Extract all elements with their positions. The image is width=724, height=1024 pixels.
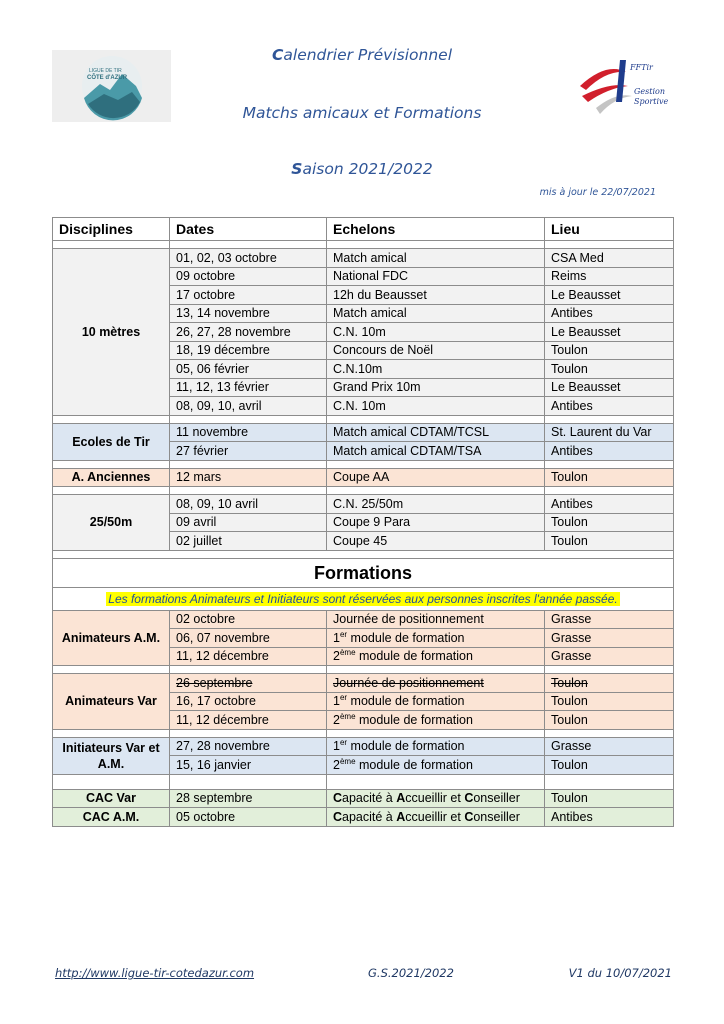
- formations-title: Formations: [53, 558, 674, 587]
- table-row: [53, 468, 674, 487]
- svg-text:LIGUE DE TIR: LIGUE DE TIR: [89, 68, 122, 74]
- table-row: [53, 674, 674, 693]
- echelon-cell: C.N. 10m: [327, 323, 545, 342]
- header-dates: Dates: [170, 218, 327, 241]
- date-cell: 15, 16 janvier: [170, 756, 327, 775]
- lieu-cell: Grasse: [545, 610, 674, 629]
- header-lieu: Lieu: [545, 218, 674, 241]
- date-cell: 26, 27, 28 novembre: [170, 323, 327, 342]
- updated-date: mis à jour le 22/07/2021: [539, 187, 656, 198]
- echelon-cell: 1er module de formation: [327, 737, 545, 756]
- lieu-cell: Toulon: [545, 513, 674, 532]
- echelon-cell: Journée de positionnement: [327, 610, 545, 629]
- date-cell: 12 mars: [170, 468, 327, 487]
- echelon-cell: Coupe AA: [327, 468, 545, 487]
- date-cell: 08, 09, 10 avril: [170, 495, 327, 514]
- table-row: [53, 249, 674, 268]
- echelon-cell: C.N. 25/50m: [327, 495, 545, 514]
- echelon-cell: C.N. 10m: [327, 397, 545, 416]
- svg-text:Sportive: Sportive: [634, 97, 669, 106]
- lieu-cell: Toulon: [545, 789, 674, 808]
- lieu-cell: St. Laurent du Var: [545, 423, 674, 442]
- date-cell: 11, 12 décembre: [170, 647, 327, 666]
- date-cell: 11, 12 décembre: [170, 711, 327, 730]
- discipline-anciennes: A. Anciennes: [53, 468, 170, 487]
- date-cell: 02 octobre: [170, 610, 327, 629]
- echelon-cell: Match amical CDTAM/TCSL: [327, 423, 545, 442]
- season-title: Saison 2021/2022: [291, 160, 433, 178]
- lieu-cell: Toulon: [545, 532, 674, 551]
- formations-note: Les formations Animateurs et Initiateurs sont réservées aux personnes inscrites l'année passée.: [108, 591, 618, 606]
- echelon-cell: Coupe 45: [327, 532, 545, 551]
- lieu-cell: Toulon: [545, 674, 674, 693]
- svg-text:FFTir: FFTir: [630, 63, 653, 72]
- date-cell: 05, 06 février: [170, 360, 327, 379]
- lieu-cell: CSA Med: [545, 249, 674, 268]
- echelon-cell: 1er module de formation: [327, 629, 545, 648]
- lieu-cell: Antibes: [545, 442, 674, 461]
- date-cell: 17 octobre: [170, 286, 327, 305]
- echelon-cell: Capacité à Accueillir et Conseiller: [327, 789, 545, 808]
- discipline-25-50m: 25/50m: [53, 495, 170, 551]
- footer-url-link[interactable]: http://www.ligue-tir-cotedazur.com: [55, 966, 255, 980]
- echelon-cell: Concours de Noël: [327, 341, 545, 360]
- lieu-cell: Antibes: [545, 808, 674, 827]
- lieu-cell: Antibes: [545, 304, 674, 323]
- date-cell: 02 juillet: [170, 532, 327, 551]
- table-row: [53, 495, 674, 514]
- lieu-cell: Le Beausset: [545, 286, 674, 305]
- footer-version: V1 du 10/07/2021: [568, 966, 672, 980]
- discipline-10m: 10 mètres: [53, 249, 170, 416]
- footer-season: G.S.2021/2022: [368, 966, 454, 980]
- date-cell: 09 avril: [170, 513, 327, 532]
- lieu-cell: Toulon: [545, 692, 674, 711]
- doc-subtitle: Matchs amicaux et Formations: [242, 104, 482, 122]
- lieu-cell: Toulon: [545, 360, 674, 379]
- table-row: [53, 610, 674, 629]
- date-cell: 08, 09, 10, avril: [170, 397, 327, 416]
- lieu-cell: Grasse: [545, 629, 674, 648]
- date-cell: 01, 02, 03 octobre: [170, 249, 327, 268]
- lieu-cell: Toulon: [545, 756, 674, 775]
- discipline-cac-am: CAC A.M.: [53, 808, 170, 827]
- echelon-cell: C.N.10m: [327, 360, 545, 379]
- header-echelons: Echelons: [327, 218, 545, 241]
- discipline-cac-var: CAC Var: [53, 789, 170, 808]
- date-cell: 27 février: [170, 442, 327, 461]
- table-row: [53, 789, 674, 808]
- echelon-cell: 2ème module de formation: [327, 647, 545, 666]
- formations-note-cell: [53, 587, 674, 610]
- discipline-initiateurs: Initiateurs Var et A.M.: [53, 737, 170, 774]
- header-disciplines: Disciplines: [53, 218, 170, 241]
- lieu-cell: Antibes: [545, 495, 674, 514]
- echelon-cell: Coupe 9 Para: [327, 513, 545, 532]
- date-cell: 09 octobre: [170, 267, 327, 286]
- echelon-cell: 2ème module de formation: [327, 711, 545, 730]
- echelon-cell: 1er module de formation: [327, 692, 545, 711]
- table-row: [53, 737, 674, 756]
- fftir-logo: [576, 52, 676, 122]
- echelon-cell: Capacité à Accueillir et Conseiller: [327, 808, 545, 827]
- echelon-cell: 12h du Beausset: [327, 286, 545, 305]
- discipline-animateurs-am: Animateurs A.M.: [53, 610, 170, 666]
- lieu-cell: Grasse: [545, 737, 674, 756]
- date-cell: 26 septembre: [170, 674, 327, 693]
- discipline-animateurs-var: Animateurs Var: [53, 674, 170, 730]
- table-row: [53, 423, 674, 442]
- svg-text:CÔTE d'AZUR: CÔTE d'AZUR: [87, 75, 128, 81]
- doc-title: Calendrier Prévisionnel: [272, 46, 452, 64]
- lieu-cell: Toulon: [545, 711, 674, 730]
- table-header-row: [53, 218, 674, 241]
- date-cell: 13, 14 novembre: [170, 304, 327, 323]
- calendar-table: [52, 217, 674, 827]
- ligue-logo: [52, 50, 171, 122]
- date-cell: 06, 07 novembre: [170, 629, 327, 648]
- echelon-cell: National FDC: [327, 267, 545, 286]
- echelon-cell: 2ème module de formation: [327, 756, 545, 775]
- lieu-cell: Le Beausset: [545, 378, 674, 397]
- lieu-cell: Reims: [545, 267, 674, 286]
- date-cell: 11 novembre: [170, 423, 327, 442]
- date-cell: 18, 19 décembre: [170, 341, 327, 360]
- date-cell: 05 octobre: [170, 808, 327, 827]
- echelon-cell: Grand Prix 10m: [327, 378, 545, 397]
- echelon-cell: Match amical: [327, 304, 545, 323]
- date-cell: 11, 12, 13 février: [170, 378, 327, 397]
- date-cell: 27, 28 novembre: [170, 737, 327, 756]
- lieu-cell: Antibes: [545, 397, 674, 416]
- date-cell: 16, 17 octobre: [170, 692, 327, 711]
- table-row: [53, 808, 674, 827]
- lieu-cell: Le Beausset: [545, 323, 674, 342]
- echelon-cell: Match amical: [327, 249, 545, 268]
- echelon-cell: Match amical CDTAM/TSA: [327, 442, 545, 461]
- lieu-cell: Toulon: [545, 468, 674, 487]
- lieu-cell: Grasse: [545, 647, 674, 666]
- date-cell: 28 septembre: [170, 789, 327, 808]
- svg-text:Gestion: Gestion: [634, 87, 665, 96]
- discipline-ecoles: Ecoles de Tir: [53, 423, 170, 460]
- lieu-cell: Toulon: [545, 341, 674, 360]
- echelon-cell: Journée de positionnement: [327, 674, 545, 693]
